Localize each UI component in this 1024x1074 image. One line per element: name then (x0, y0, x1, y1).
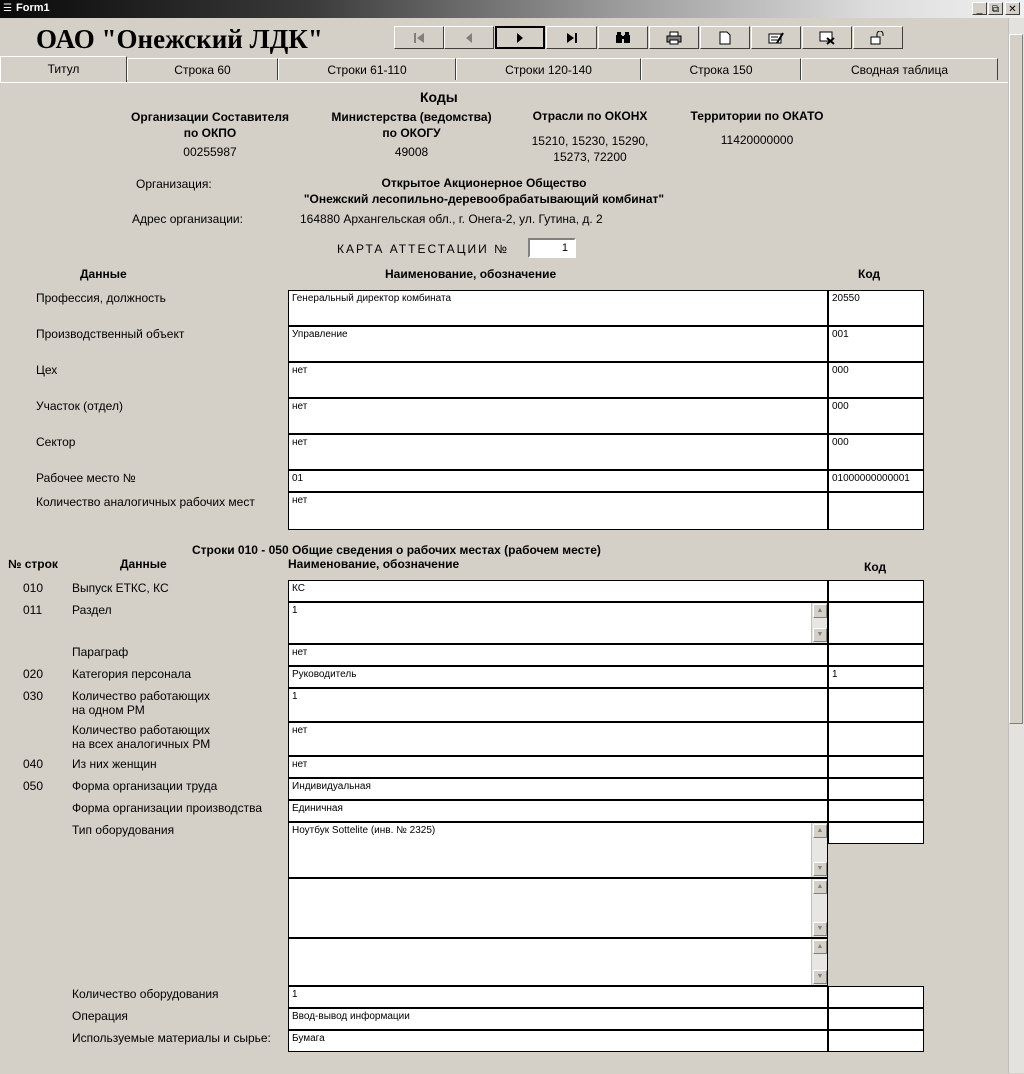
workshop-field[interactable]: нет (288, 362, 828, 398)
etks-field[interactable]: КС (288, 580, 828, 602)
scroll-down-arrow-icon[interactable]: ▼ (813, 862, 827, 876)
workers-per-rm-field[interactable]: 1 (288, 688, 828, 722)
okonh-label: Отрасли по ОКОНХ (532, 109, 648, 123)
scroll-up-arrow-icon[interactable]: ▲ (813, 880, 827, 894)
equipment-count-field[interactable]: 1 (288, 986, 828, 1008)
production-form-field[interactable]: Единичная (288, 800, 828, 822)
profession-code-field[interactable]: 20550 (828, 290, 924, 326)
equipment-memo-1-scrollbar[interactable] (811, 823, 827, 877)
window-titlebar (0, 0, 1024, 18)
equipment-memo-3-scrollbar[interactable] (811, 939, 827, 985)
operation-field[interactable]: Ввод-вывод информации (288, 1008, 828, 1030)
section-memo[interactable] (288, 602, 828, 644)
okato-value: 11420000000 (720, 133, 794, 147)
scroll-up-arrow-icon[interactable]: ▲ (813, 940, 827, 954)
unlock-icon (870, 31, 886, 45)
first-record-button[interactable] (394, 26, 444, 49)
equipment-memo-3[interactable] (288, 938, 828, 986)
women-code-field[interactable] (828, 756, 924, 778)
binoculars-icon (615, 31, 631, 45)
scroll-up-arrow-icon[interactable]: ▲ (813, 824, 827, 838)
row-number: 020 (23, 667, 44, 681)
row-label: Форма организации труда (72, 779, 218, 793)
sector-field[interactable]: нет (288, 434, 828, 470)
labor-form-code-field[interactable] (828, 778, 924, 800)
department-code-field[interactable]: 000 (828, 398, 924, 434)
equipment-count-code-field[interactable] (828, 986, 924, 1008)
operation-code-field[interactable] (828, 1008, 924, 1030)
section-title: Строки 010 - 050 Общие сведения о рабочих местах (рабочем месте) (192, 543, 601, 557)
okogu-label: Министерства (ведомства) по ОКОГУ (331, 110, 492, 140)
row-number: 050 (23, 779, 44, 793)
row-number: 010 (23, 581, 44, 595)
workers-per-rm-code-field[interactable] (828, 688, 924, 722)
edit-icon (768, 31, 784, 45)
workplace-number-field[interactable]: 01 (288, 470, 828, 492)
data-column-header: Данные (80, 267, 127, 281)
row-number-header: № строк (8, 557, 58, 571)
personnel-category-field[interactable]: Руководитель (288, 666, 828, 688)
scroll-up-arrow-icon[interactable]: ▲ (813, 604, 827, 618)
tab-bar (0, 56, 1000, 82)
organization-title: ОАО "Онежский ЛДК" (36, 24, 323, 54)
organization-name-line2: "Онежский лесопильно-деревообрабатывающий комбинат" (303, 192, 665, 206)
tab-row-150[interactable]: Строка 150 (641, 58, 801, 80)
workplace-code-field[interactable]: 01000000000001 (828, 470, 924, 492)
row-label: Выпуск ЕТКС, КС (72, 581, 169, 595)
women-field[interactable]: нет (288, 756, 828, 778)
labor-form-field[interactable]: Индивидуальная (288, 778, 828, 800)
row-label: Раздел (72, 603, 112, 617)
window-scrollbar-thumb[interactable] (1009, 34, 1023, 724)
row-number: 011 (23, 603, 43, 617)
row-label: Из них женщин (72, 757, 157, 771)
prev-icon (463, 32, 475, 44)
equipment-value: Ноутбук Sottelite (инв. № 2325) (292, 825, 436, 836)
tab-rows-120-140[interactable]: Строки 120-140 (456, 58, 641, 80)
equipment-code-field[interactable] (828, 822, 924, 844)
equipment-memo-2-scrollbar[interactable] (811, 879, 827, 937)
materials-code-field[interactable] (828, 1030, 924, 1052)
address-value: 164880 Архангельская обл., г. Онега-2, ул. Гутина, д. 2 (300, 212, 603, 226)
row-label: Цех (36, 363, 58, 377)
section-code-field[interactable] (828, 602, 924, 644)
row-label: Количество аналогичных рабочих мест (36, 495, 255, 509)
workers-all-rm-field[interactable]: нет (288, 722, 828, 756)
object-field[interactable]: Управление (288, 326, 828, 362)
section-memo-scrollbar[interactable] (811, 603, 827, 643)
codes-heading: Коды (420, 89, 458, 105)
row-label: Тип оборудования (72, 823, 175, 837)
code-column-header: Код (858, 267, 881, 281)
row-label: Операция (72, 1009, 128, 1023)
sector-code-field[interactable]: 000 (828, 434, 924, 470)
tab-summary[interactable]: Сводная таблица (801, 58, 998, 80)
tab-row-60[interactable]: Строка 60 (127, 58, 278, 80)
personnel-category-code-field[interactable]: 1 (828, 666, 924, 688)
next-icon (514, 32, 526, 44)
object-code-field[interactable]: 001 (828, 326, 924, 362)
paragraph-field[interactable]: нет (288, 644, 828, 666)
row-label: Рабочее место № (36, 471, 136, 485)
card-label: КАРТА АТТЕСТАЦИИ № (337, 242, 509, 256)
prev-record-button[interactable] (444, 26, 494, 49)
tab-rows-61-110[interactable]: Строки 61-110 (278, 58, 456, 80)
print-button[interactable] (649, 26, 699, 49)
organization-name-line1: Открытое Акционерное Общество (381, 176, 587, 190)
section-name-header: Наименование, обозначение (288, 557, 460, 571)
equipment-memo-2[interactable] (288, 878, 828, 938)
similar-workplaces-code-field[interactable] (828, 492, 924, 530)
section-value: 1 (292, 605, 298, 616)
section-code-header: Код (864, 560, 887, 574)
printer-icon (666, 31, 682, 45)
close-button[interactable]: ✕ (1005, 2, 1020, 15)
row-label: Количество оборудования (72, 987, 219, 1001)
tab-titul[interactable]: Титул (0, 56, 127, 82)
card-number-input[interactable]: 1 (528, 238, 576, 258)
last-record-button[interactable] (546, 26, 597, 49)
blank-page-icon (719, 31, 731, 45)
similar-workplaces-field[interactable]: нет (288, 492, 828, 530)
row-number: 030 (23, 689, 44, 703)
scroll-down-arrow-icon[interactable]: ▼ (813, 970, 827, 984)
row-label: Категория персонала (72, 667, 192, 681)
row-label: Количество работающих на всех аналогичных РМ (72, 723, 211, 751)
workshop-code-field[interactable]: 000 (828, 362, 924, 398)
find-button[interactable] (598, 26, 648, 49)
row-number: 040 (23, 757, 44, 771)
etks-code-field[interactable] (828, 580, 924, 602)
app-icon: ☰ (3, 3, 12, 14)
window-title: Form1 (16, 2, 50, 14)
profession-field[interactable]: Генеральный директор комбината (288, 290, 828, 326)
row-label: Параграф (72, 645, 129, 659)
row-label: Используемые материалы и сырье: (72, 1031, 271, 1045)
okonh-value: 15210, 15230, 15290, 15273, 72200 (531, 134, 649, 164)
delete-icon (819, 31, 835, 45)
restore-button[interactable]: ⧉ (988, 2, 1003, 15)
scroll-down-arrow-icon[interactable]: ▼ (813, 922, 827, 936)
address-label: Адрес организации: (132, 212, 243, 226)
next-record-button[interactable] (495, 26, 545, 49)
name-column-header: Наименование, обозначение (385, 267, 557, 281)
new-record-button[interactable] (700, 26, 750, 49)
row-label: Профессия, должность (36, 291, 166, 305)
last-icon (566, 32, 578, 44)
row-label: Участок (отдел) (36, 399, 123, 413)
first-icon (413, 32, 425, 44)
exit-button[interactable] (853, 26, 903, 49)
okato-label: Территории по ОКАТО (690, 109, 824, 123)
workers-all-rm-code-field[interactable] (828, 722, 924, 756)
materials-field[interactable]: Бумага (288, 1030, 828, 1052)
row-label: Количество работающих на одном РМ (72, 689, 211, 717)
okpo-value: 00255987 (183, 145, 237, 159)
okogu-value: 49008 (394, 145, 429, 159)
section-data-header: Данные (120, 557, 167, 571)
department-field[interactable]: нет (288, 398, 828, 434)
minimize-button[interactable]: _ (972, 2, 987, 15)
equipment-memo-1[interactable] (288, 822, 828, 878)
okpo-label: Организации Составителя по ОКПО (131, 110, 289, 140)
production-form-code-field[interactable] (828, 800, 924, 822)
delete-record-button[interactable] (802, 26, 852, 49)
row-label: Сектор (36, 435, 76, 449)
scroll-down-arrow-icon[interactable]: ▼ (813, 628, 827, 642)
row-label: Производственный объект (36, 327, 185, 341)
paragraph-code-field[interactable] (828, 644, 924, 666)
row-label: Форма организации производства (72, 801, 263, 815)
edit-record-button[interactable] (751, 26, 801, 49)
organization-label: Организация: (136, 177, 212, 191)
